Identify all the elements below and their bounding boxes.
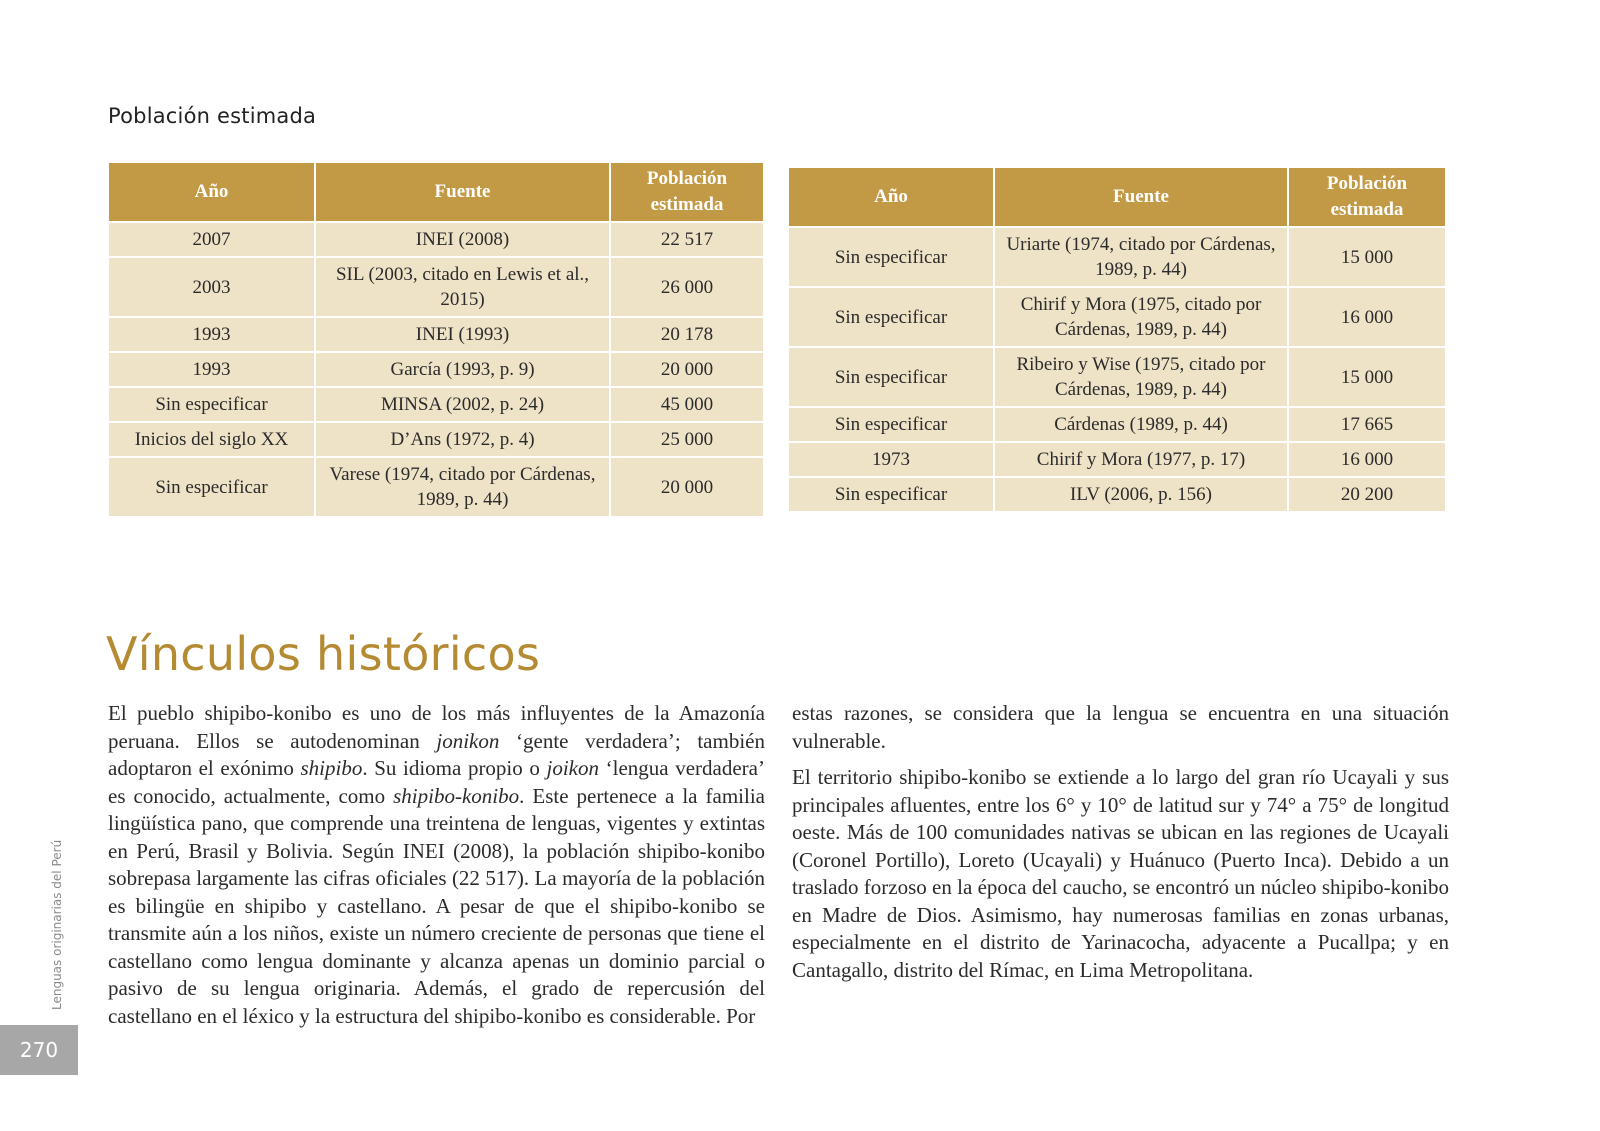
cell-year: 1993 bbox=[108, 317, 315, 352]
cell-population: 25 000 bbox=[610, 422, 764, 457]
cell-source: Varese (1974, citado por Cárdenas, 1989, p. 44) bbox=[315, 457, 610, 517]
cell-source: INEI (2008) bbox=[315, 222, 610, 257]
table-header-row bbox=[108, 162, 764, 222]
table-row bbox=[108, 317, 764, 352]
header-year: Año bbox=[108, 162, 315, 222]
cell-year: 2003 bbox=[108, 257, 315, 317]
cell-year: 2007 bbox=[108, 222, 315, 257]
population-table-left bbox=[107, 161, 765, 518]
page-number: 270 bbox=[0, 1025, 78, 1075]
cell-source: Chirif y Mora (1977, p. 17) bbox=[994, 442, 1288, 477]
cell-population: 16 000 bbox=[1288, 442, 1446, 477]
cell-source: MINSA (2002, p. 24) bbox=[315, 387, 610, 422]
cell-source: INEI (1993) bbox=[315, 317, 610, 352]
cell-year: Inicios del siglo XX bbox=[108, 422, 315, 457]
table-row bbox=[108, 457, 764, 517]
cell-population: 15 000 bbox=[1288, 347, 1446, 407]
header-source: Fuente bbox=[994, 167, 1288, 227]
cell-source: Chirif y Mora (1975, citado por Cárdenas, 1989, p. 44) bbox=[994, 287, 1288, 347]
cell-source: Uriarte (1974, citado por Cárdenas, 1989, p. 44) bbox=[994, 227, 1288, 287]
table-row bbox=[108, 352, 764, 387]
cell-year: 1993 bbox=[108, 352, 315, 387]
cell-year: Sin especificar bbox=[788, 287, 994, 347]
cell-year: Sin especificar bbox=[788, 477, 994, 512]
article-column-left bbox=[108, 700, 765, 1039]
article-paragraph-2: El territorio shipibo-konibo se extiende a lo largo del gran río Ucayali y sus principales afluentes, entre los 6° y 10° de latitud sur y 74° a 75° de longitud oeste. Más de 100 comunidades nativas se ubican en las regiones de Ucayali (Coronel Portillo), Loreto (Ucayali) y Huánuco (Puerto Inca). Debido a un traslado forzoso en la época del caucho, se encontró un núcleo shipibo-konibo en Madre de Dios. Asimismo, hay numerosas familias en zonas urbanas, especialmente en el distrito de Yarinacocha, adyacente a Pucallpa; y en Cantagallo, distrito del Rímac, en Lima Metropolitana. bbox=[792, 765, 1449, 982]
cell-year: Sin especificar bbox=[788, 347, 994, 407]
cell-year: 1973 bbox=[788, 442, 994, 477]
article-title: Vínculos históricos bbox=[106, 627, 541, 681]
table-row bbox=[108, 422, 764, 457]
table-row bbox=[788, 407, 1446, 442]
cell-year: Sin especificar bbox=[788, 227, 994, 287]
cell-population: 15 000 bbox=[1288, 227, 1446, 287]
cell-population: 17 665 bbox=[1288, 407, 1446, 442]
cell-source: Cárdenas (1989, p. 44) bbox=[994, 407, 1288, 442]
cell-population: 20 178 bbox=[610, 317, 764, 352]
table-row bbox=[788, 287, 1446, 347]
table-header-row bbox=[788, 167, 1446, 227]
cell-year: Sin especificar bbox=[108, 457, 315, 517]
table-row bbox=[788, 227, 1446, 287]
population-table-right bbox=[787, 166, 1447, 513]
table-row bbox=[788, 477, 1446, 512]
cell-year: Sin especificar bbox=[108, 387, 315, 422]
table-row bbox=[788, 442, 1446, 477]
cell-population: 45 000 bbox=[610, 387, 764, 422]
cell-population: 20 000 bbox=[610, 457, 764, 517]
article-paragraph-1: El pueblo shipibo-konibo es uno de los más influyentes de la Amazonía peruana. Ellos se autodenominan jonikon ‘gente verdadera’; también adoptaron el exónimo shipibo. Su idioma propio o joikon ‘lengua verdadera’ es conocido, actualmente, como shipibo-konibo. Este pertenece a la familia lingüística pano, que comprende una treintena de lenguas, vigentes y extintas en Perú, Brasil y Bolivia. Según INEI (2008), la población shipibo-konibo sobrepasa largamente las cifras oficiales (22 517). La mayoría de la población es bilingüe en shipibo y castellano. A pesar de que el shipibo-konibo se transmite aún a los niños, existe un número creciente de personas que tiene el castellano como lengua dominante y alcanza apenas un dominio parcial o pasivo de su lengua originaria. Además, el grado de repercusión del castellano en el léxico y la estructura del shipibo-konibo es considerable. Por bbox=[108, 701, 765, 1028]
table-row bbox=[788, 347, 1446, 407]
header-year: Año bbox=[788, 167, 994, 227]
header-source: Fuente bbox=[315, 162, 610, 222]
cell-population: 22 517 bbox=[610, 222, 764, 257]
cell-source: Ribeiro y Wise (1975, citado por Cárdenas, 1989, p. 44) bbox=[994, 347, 1288, 407]
cell-source: García (1993, p. 9) bbox=[315, 352, 610, 387]
header-population: Población estimada bbox=[1288, 167, 1446, 227]
article-column-right bbox=[792, 700, 1449, 993]
cell-source: D’Ans (1972, p. 4) bbox=[315, 422, 610, 457]
table-row bbox=[108, 387, 764, 422]
cell-source: ILV (2006, p. 156) bbox=[994, 477, 1288, 512]
cell-source: SIL (2003, citado en Lewis et al., 2015) bbox=[315, 257, 610, 317]
table-row bbox=[108, 222, 764, 257]
header-population: Población estimada bbox=[610, 162, 764, 222]
section-title: Población estimada bbox=[108, 104, 317, 128]
cell-population: 20 000 bbox=[610, 352, 764, 387]
cell-year: Sin especificar bbox=[788, 407, 994, 442]
cell-population: 20 200 bbox=[1288, 477, 1446, 512]
cell-population: 26 000 bbox=[610, 257, 764, 317]
table-row bbox=[108, 257, 764, 317]
book-title-side-label: Lenguas originarias del Perú bbox=[50, 839, 64, 1010]
article-paragraph-1-continued: estas razones, se considera que la lengua se encuentra en una situación vulnerable. bbox=[792, 701, 1449, 753]
cell-population: 16 000 bbox=[1288, 287, 1446, 347]
